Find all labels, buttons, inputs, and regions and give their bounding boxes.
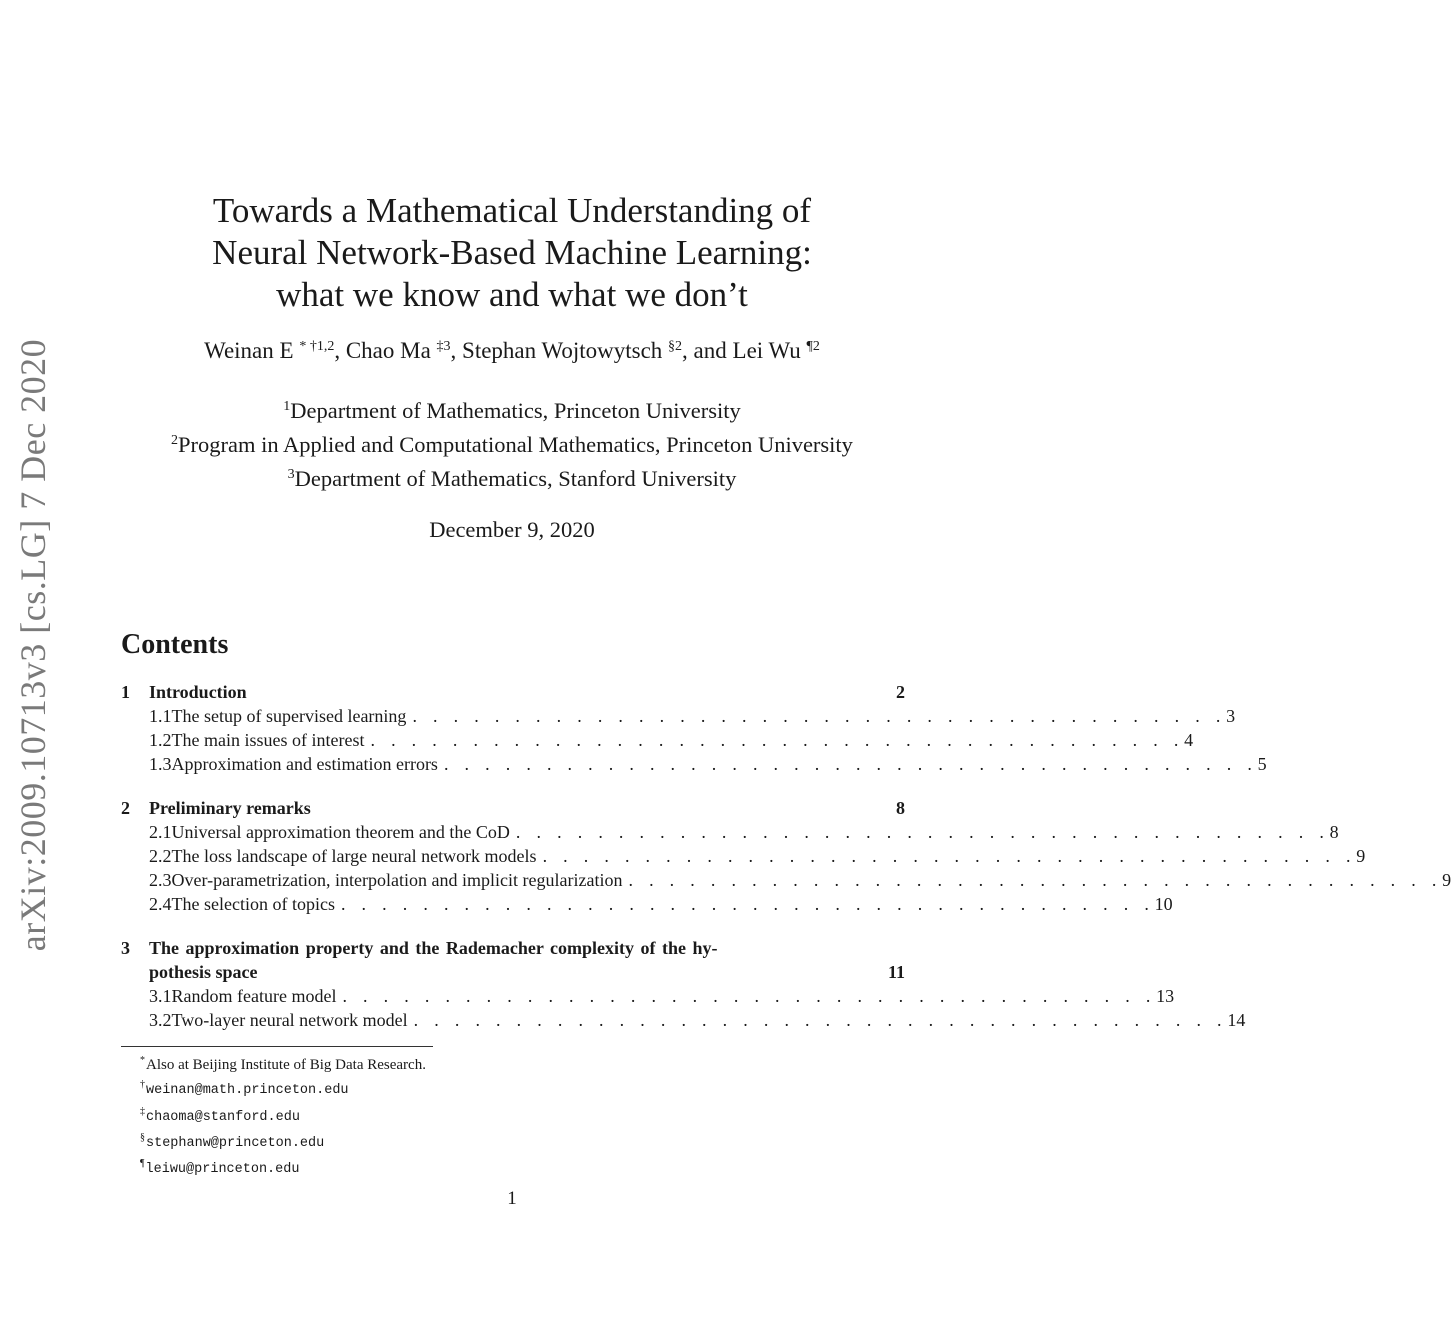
toc-page-number: 2 <box>896 682 905 702</box>
footnote-mark: ¶ <box>140 1158 145 1170</box>
author-name: Stephan Wojtowytsch <box>462 338 663 363</box>
affiliation-line <box>0 460 1024 494</box>
toc-subsection-title: Universal approximation theorem and the CoD <box>171 822 510 842</box>
toc-page-number: 11 <box>887 962 905 982</box>
toc-page-number: 8 <box>896 798 905 818</box>
toc-subsection-number: 1.2 <box>149 730 172 750</box>
toc-leader-dots: . . . . . . . . . . . . . . . . . . . . . . . . . . . . . . . . . . . . . . . . <box>628 870 1443 890</box>
toc-page-number: 8 <box>1329 822 1339 842</box>
footnote-rule <box>121 1046 433 1047</box>
paper-title <box>0 190 1024 316</box>
toc-subsection-number: 2.1 <box>149 822 172 842</box>
author-separator: , and <box>682 338 733 363</box>
author-marks: ¶2 <box>806 339 820 354</box>
toc-subsection-number: 3.1 <box>149 986 172 1006</box>
toc-subsection[interactable] <box>121 846 1366 870</box>
affiliation-text: Program in Applied and Computational Mathematics, Princeton University <box>178 432 853 457</box>
affiliation-mark: 1 <box>283 399 291 414</box>
toc-page-number: 3 <box>1226 706 1236 726</box>
title-line: Neural Network-Based Machine Learning: <box>212 233 812 272</box>
affiliation-text: Department of Mathematics, Princeton University <box>290 398 741 423</box>
affiliation-mark: 3 <box>287 467 295 482</box>
author-name: Chao Ma <box>345 338 431 363</box>
toc-subsection-title: The main issues of interest <box>171 730 365 750</box>
toc-leader-dots: . . . . . . . . . . . . . . . . . . . . . . . . . . . . . . . . . . . . . . . . <box>412 706 1227 726</box>
email-link[interactable]: stephanw@princeton.edu <box>146 1135 325 1151</box>
footnote-mark: ‡ <box>140 1105 145 1117</box>
author-marks: §2 <box>668 339 683 354</box>
page-number: 1 <box>507 1188 517 1209</box>
footnote <box>140 1128 426 1154</box>
footnote <box>140 1102 426 1128</box>
affiliation-text: Department of Mathematics, Stanford University <box>294 466 737 491</box>
contents-heading: Contents <box>121 629 229 660</box>
toc-subsection[interactable] <box>121 754 1267 778</box>
table-of-contents <box>121 682 1451 1034</box>
footnote <box>140 1051 426 1075</box>
toc-subsection-title: Two-layer neural network model <box>171 1010 408 1030</box>
toc-section-number: 2 <box>121 798 130 818</box>
title-line: Towards a Mathematical Understanding of <box>212 191 812 230</box>
author-marks: * †1,2 <box>299 339 335 354</box>
toc-section[interactable] <box>121 798 905 822</box>
toc-subsection-title: Over-parametrization, interpolation and implicit regularization <box>171 870 623 890</box>
footnotes <box>140 1051 426 1180</box>
toc-subsection-title: The selection of topics <box>171 894 335 914</box>
toc-section-title: Introduction <box>149 682 247 702</box>
toc-leader-dots: . . . . . . . . . . . . . . . . . . . . . . . . . . . . . . . . . . . . . . . . <box>413 1010 1228 1030</box>
toc-section-title: The approximation property and the Rademacher complexity of the hy- <box>149 938 718 958</box>
author-separator: , <box>450 338 463 363</box>
toc-subsection-number: 2.2 <box>149 846 172 866</box>
toc-section[interactable] <box>121 682 905 706</box>
footnote <box>140 1154 426 1180</box>
toc-subsection[interactable] <box>121 730 1194 754</box>
author-list <box>0 338 1024 364</box>
toc-page-number: 9 <box>1442 870 1451 890</box>
paper-date: December 9, 2020 <box>429 517 595 542</box>
footnote-mark: * <box>140 1055 145 1066</box>
toc-section-title: Preliminary remarks <box>149 798 311 818</box>
toc-subsection-title: Random feature model <box>171 986 337 1006</box>
toc-leader-dots: . . . . . . . . . . . . . . . . . . . . . . . . . . . . . . . . . . . . . . . . <box>340 894 1155 914</box>
toc-subsection[interactable] <box>121 870 1451 894</box>
email-link[interactable]: chaoma@stanford.edu <box>146 1109 300 1125</box>
toc-subsection-number: 1.1 <box>149 706 172 726</box>
footnote-mark: † <box>140 1079 145 1091</box>
affiliation-mark: 2 <box>171 433 179 448</box>
toc-section-number: 3 <box>121 938 130 958</box>
toc-leader-dots: . . . . . . . . . . . . . . . . . . . . . . . . . . . . . . . . . . . . . . . . <box>542 846 1357 866</box>
toc-page-number: 9 <box>1356 846 1366 866</box>
toc-section-title-cont: pothesis space <box>149 962 258 982</box>
author-separator: , <box>334 338 346 363</box>
toc-subsection-number: 3.2 <box>149 1010 172 1030</box>
toc-section-number: 1 <box>121 682 130 702</box>
email-link[interactable]: weinan@math.princeton.edu <box>146 1083 349 1099</box>
toc-subsection-title: The setup of supervised learning <box>171 706 407 726</box>
toc-subsection[interactable] <box>121 986 1175 1010</box>
affiliation-line <box>0 426 1024 460</box>
toc-subsection-number: 2.3 <box>149 870 172 890</box>
footnote <box>140 1075 426 1101</box>
toc-leader-dots: . . . . . . . . . . . . . . . . . . . . . . . . . . . . . . . . . . . . . . . . <box>515 822 1330 842</box>
toc-leader-dots: . . . . . . . . . . . . . . . . . . . . . . . . . . . . . . . . . . . . . . . . <box>443 754 1258 774</box>
toc-subsection-number: 1.3 <box>149 754 172 774</box>
toc-subsection[interactable] <box>121 894 1173 918</box>
toc-section[interactable] <box>121 938 905 986</box>
toc-page-number: 14 <box>1227 1010 1246 1030</box>
toc-subsection-title: The loss landscape of large neural network models <box>171 846 537 866</box>
toc-leader-dots: . . . . . . . . . . . . . . . . . . . . . . . . . . . . . . . . . . . . . . . . <box>342 986 1157 1006</box>
toc-page-number: 10 <box>1154 894 1173 914</box>
toc-subsection[interactable] <box>121 706 1236 730</box>
author-name: Weinan E <box>204 338 294 363</box>
toc-page-number: 13 <box>1156 986 1175 1006</box>
footnote-text: Also at Beijing Institute of Big Data Research. <box>146 1057 426 1073</box>
toc-page-number: 5 <box>1257 754 1267 774</box>
toc-subsection[interactable] <box>121 1010 1246 1034</box>
toc-subsection-number: 2.4 <box>149 894 172 914</box>
author-marks: ‡3 <box>436 339 451 354</box>
affiliation-line <box>0 392 1024 426</box>
affiliations <box>0 392 1024 494</box>
toc-leader-dots: . . . . . . . . . . . . . . . . . . . . . . . . . . . . . . . . . . . . . . . . <box>370 730 1185 750</box>
footnote-mark: § <box>140 1131 145 1143</box>
toc-page-number: 4 <box>1184 730 1194 750</box>
author-name: Lei Wu <box>732 338 801 363</box>
title-line: what we know and what we don’t <box>276 275 748 314</box>
toc-subsection[interactable] <box>121 822 1339 846</box>
arxiv-identifier: arXiv:2009.10713v3 [cs.LG] 7 Dec 2020 <box>13 338 53 952</box>
toc-subsection-title: Approximation and estimation errors <box>171 754 438 774</box>
email-link[interactable]: leiwu@princeton.edu <box>145 1162 300 1178</box>
